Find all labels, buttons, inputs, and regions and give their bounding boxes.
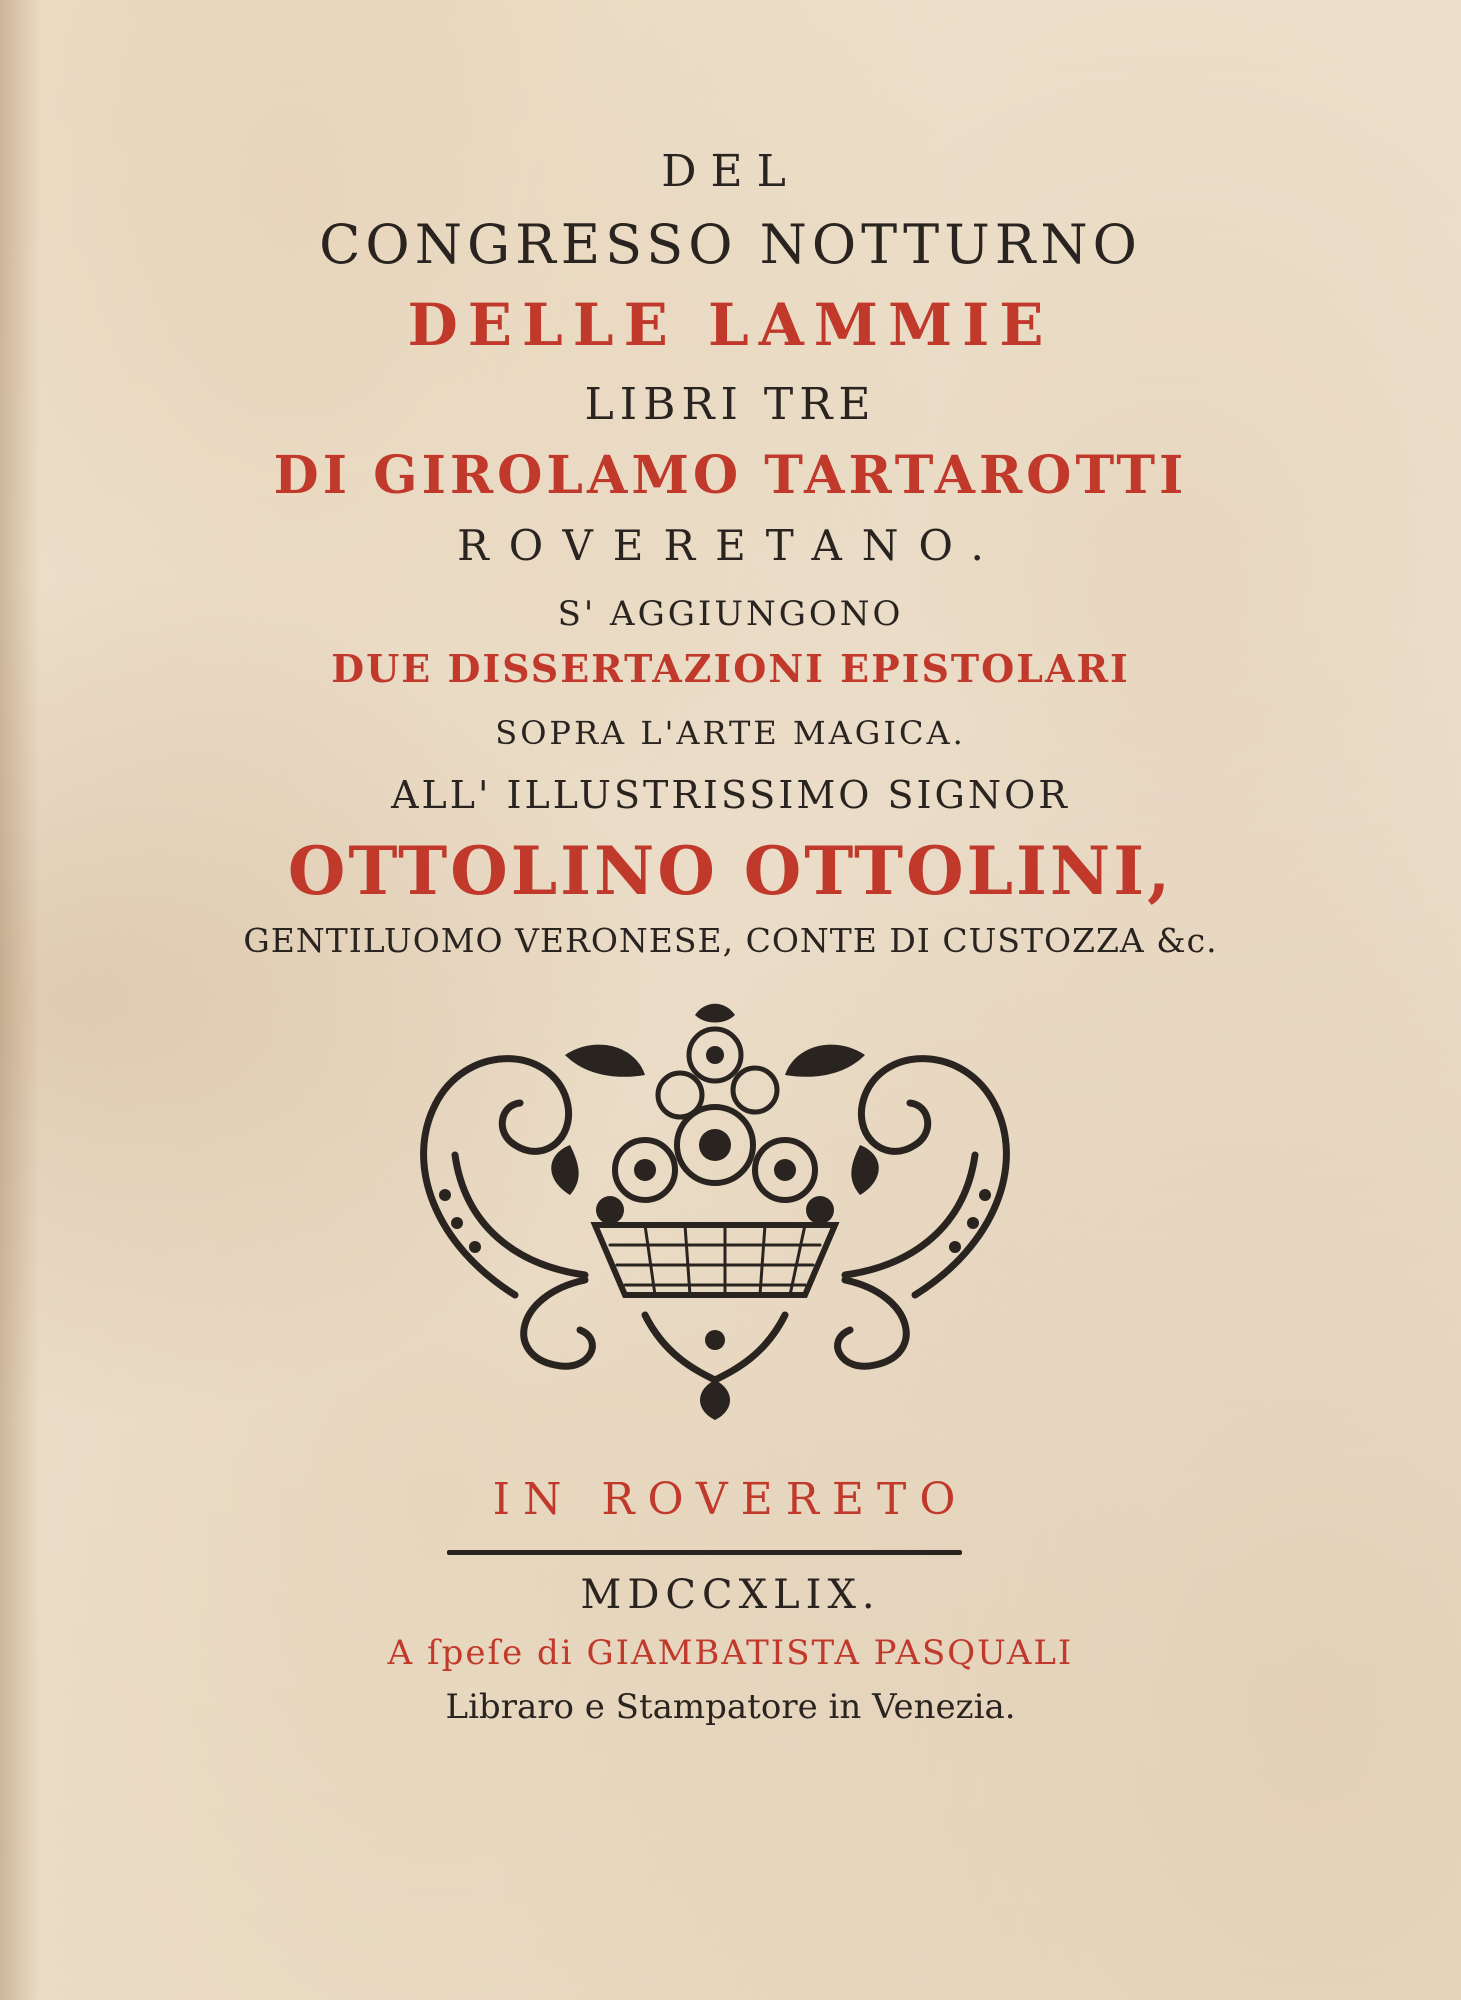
imprint-publisher: A ſpeſe di GIAMBATISTA PASQUALI (387, 1633, 1074, 1673)
dedicatee-title: GENTILUOMO VERONESE, CONTE DI CUSTOZZA &c. (243, 921, 1218, 960)
imprint-place: IN ROVERETO (492, 1474, 969, 1525)
author-line: DI GIROLAMO TARTAROTTI (273, 445, 1188, 506)
subtitle-dissertazioni: DUE DISSERTAZIONI EPISTOLARI (331, 646, 1130, 691)
dedication-line: ALL' ILLUSTRISSIMO SIGNOR (391, 773, 1070, 817)
imprint-year: MDCCXLIX. (580, 1572, 881, 1618)
subtitle-aggiungono: S' AGGIUNGONO (557, 594, 904, 634)
title-line-congresso: CONGRESSO NOTTURNO (319, 213, 1142, 276)
floral-basket-vignette-icon (395, 995, 1035, 1425)
title-line-delle-lammie: DELLE LAMMIE (407, 291, 1054, 359)
subtitle-arte-magica: SOPRA L'ARTE MAGICA. (495, 714, 966, 752)
imprint-trade: Libraro e Stampatore in Venezia. (445, 1687, 1016, 1727)
author-origin-line: ROVERETANO. (457, 521, 1004, 570)
title-line-del: DEL (661, 146, 800, 197)
title-line-libri-tre: LIBRI TRE (584, 379, 877, 430)
imprint-rule (447, 1550, 962, 1555)
dedicatee-name: OTTOLINO OTTOLINI, (287, 832, 1174, 910)
